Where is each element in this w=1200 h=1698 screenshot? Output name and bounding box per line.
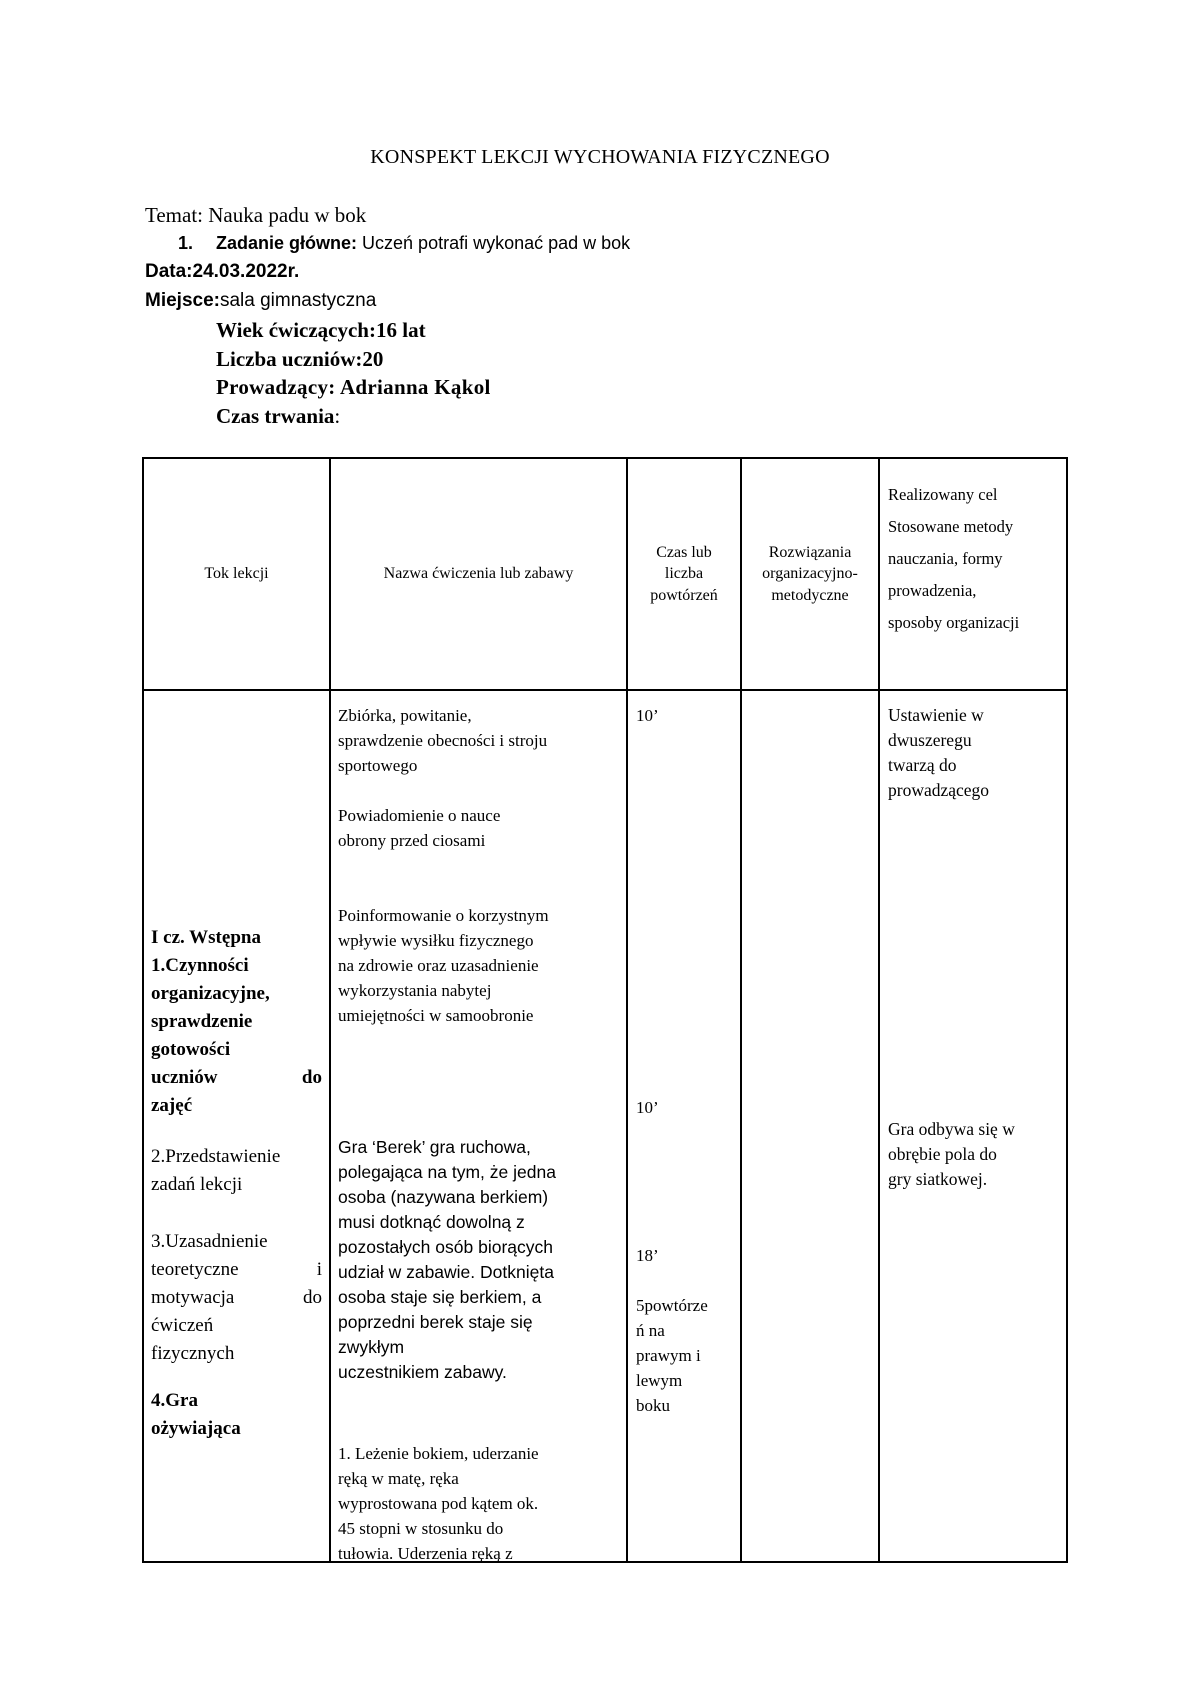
exercise-roll-call: Zbiórka, powitanie, sprawdzenie obecności i stroju sportowego (338, 706, 548, 775)
header-org-methods: Rozwiązania organizacyjno- metodyczne (741, 458, 879, 690)
task-value: Uczeń potrafi wykonać pad w bok (362, 233, 631, 253)
lesson-plan-table (142, 457, 1068, 1563)
stage-intro-block: I cz. Wstępna 1.Czynności organizacyjne, sprawdzenie gotowości uczniów do zajęć (151, 927, 322, 1116)
main-task-line (178, 233, 630, 254)
time-exercise: 18’ (636, 1246, 659, 1265)
duration-line (216, 404, 340, 429)
age-line (216, 318, 426, 343)
count-value: 20 (362, 347, 384, 371)
header-exercise-name: Nazwa ćwiczenia lub zabawy (330, 458, 627, 690)
exercise-announcement: Powiadomienie o nauce obrony przed ciosami (338, 806, 501, 850)
cell-exercises (330, 690, 627, 1562)
task-number: 1. (178, 233, 194, 253)
org-methods-content (742, 691, 878, 1561)
document-title: KONSPEKT LEKCJI WYCHOWANIA FIZYCZNEGO (370, 146, 830, 168)
task-label: Zadanie główne: (216, 233, 358, 253)
header-goal-methods: Realizowany cel Stosowane metody nauczania, formy prowadzenia, sposoby organizacji (879, 458, 1067, 690)
cell-times (627, 690, 741, 1562)
age-label: Wiek ćwiczących: (216, 318, 376, 342)
repetitions: 5powtórze ń na prawym i lewym boku (636, 1296, 708, 1415)
student-count-line (216, 347, 383, 372)
place-value: sala gimnastyczna (219, 290, 377, 311)
leader-value: Adrianna Kąkol (339, 375, 491, 399)
cell-org-methods (741, 690, 879, 1562)
place-line (145, 290, 376, 312)
topic-label: Temat: (145, 203, 204, 227)
duration-label: Czas trwania (216, 404, 335, 428)
place-label: Miejsce: (145, 290, 220, 311)
cell-lesson-stages (143, 690, 330, 1562)
goal-formation: Ustawienie w dwuszeregu twarzą do prowadzącego (888, 705, 990, 800)
count-label: Liczba uczniów: (216, 347, 363, 371)
leader-line (216, 375, 491, 400)
exercise-information: Poinformowanie o korzystnym wpływie wysiłku fizycznego na zdrowie oraz uzasadnienie wykorzystania nabytej umiejętności w samoobronie (338, 906, 549, 1025)
goal-game-area: Gra odbywa się w obrębie pola do gry siatkowej. (888, 1119, 1015, 1189)
date-label: Data: (145, 261, 193, 282)
time-intro: 10’ (636, 706, 659, 725)
leader-label: Prowadzący: (216, 375, 336, 399)
exercise-side-fall: 1. Leżenie bokiem, uderzanie ręką w matę, ręka wyprostowana pod kątem ok. 45 stopni w stosunku do tułowia. Uderzenia ręką z (338, 1444, 539, 1563)
table-row (143, 690, 1067, 1562)
header-time-reps: Czas lub liczba powtórzeń (627, 458, 741, 690)
cell-goals (879, 690, 1067, 1562)
topic-value: Nauka padu w bok (208, 203, 367, 227)
duration-colon: : (334, 404, 341, 428)
topic-line (145, 203, 366, 228)
exercise-tag-game: Gra ‘Berek’ gra ruchowa, polegająca na tym, że jedna osoba (nazywana berkiem) musi dotknąć dowolną z pozostałych osób biorących udział w zabawie. Dotknięta osoba staje się berkiem, a poprzedni berek staje się zwykłym uczestnikiem zabawy. (338, 1137, 556, 1382)
stage-tasks-block: 2.Przedstawienie zadań lekcji (151, 1146, 281, 1195)
stage-theory-block: 3.Uzasadnienie teoretyczne i motywacja do ćwiczeń fizycznych (151, 1231, 322, 1364)
stage-game-block: 4.Gra ożywiająca (151, 1390, 241, 1439)
time-game: 10’ (636, 1098, 659, 1117)
date-value: 24.03.2022r. (192, 261, 300, 282)
age-value: 16 lat (375, 318, 426, 342)
table-header-row (143, 458, 1067, 690)
date-line (145, 261, 299, 283)
header-lesson-course: Tok lekcji (143, 458, 330, 690)
